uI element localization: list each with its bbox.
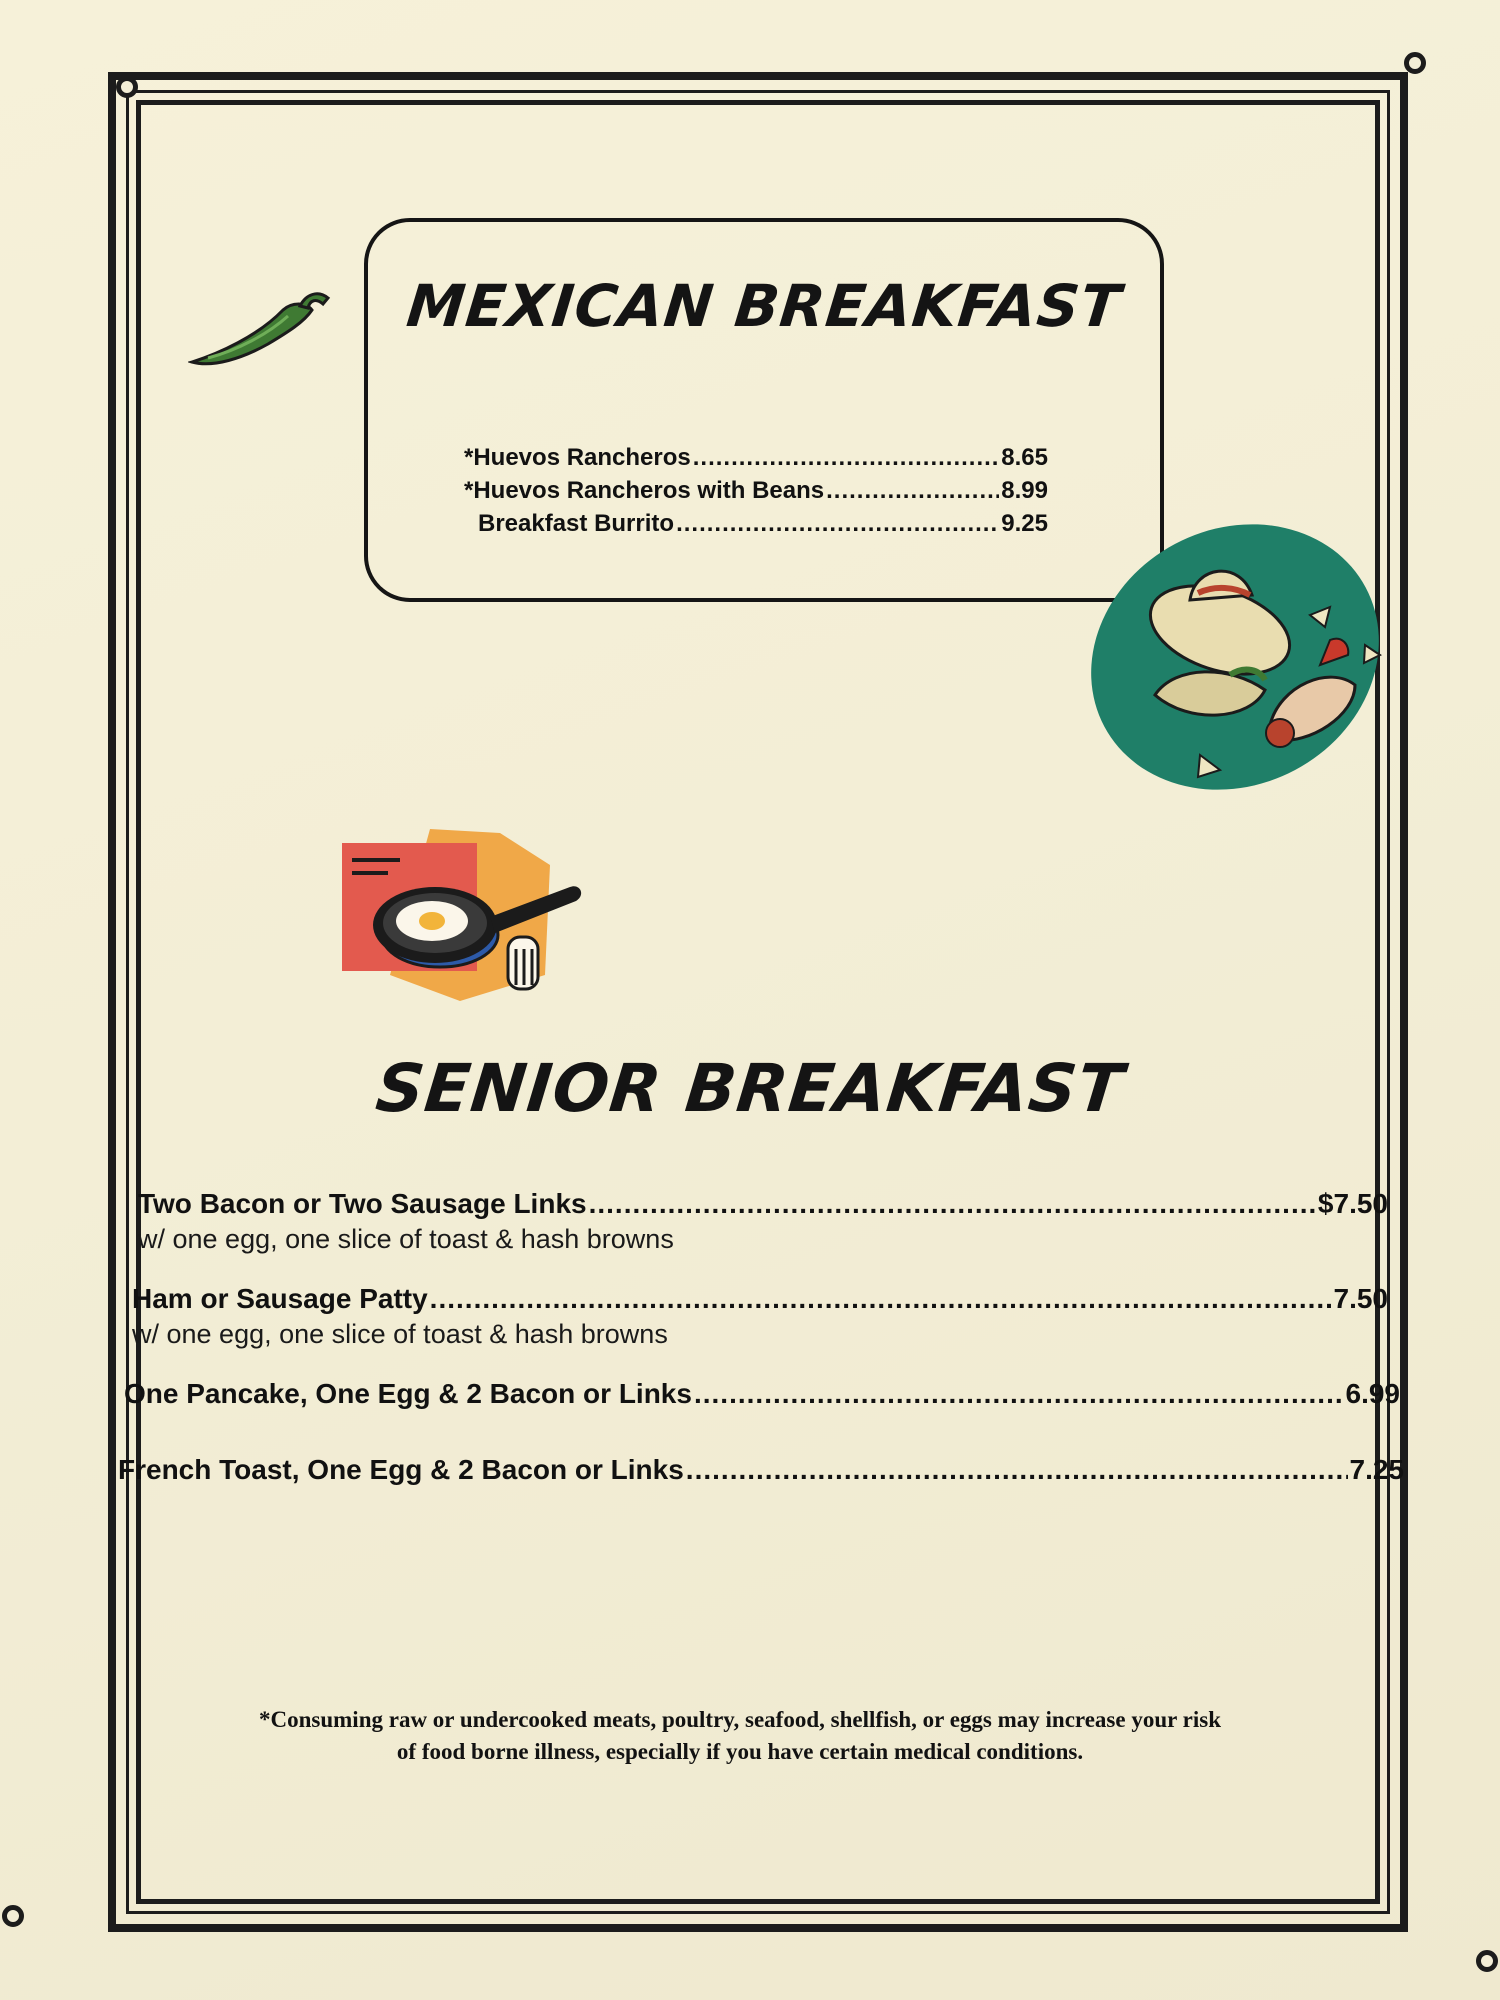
corner-rivet: [1404, 52, 1426, 74]
dot-leader: [694, 1378, 1344, 1410]
mexican-breakfast-box: [364, 218, 1164, 602]
item-price: 9.25: [1001, 510, 1048, 537]
item-name: *Huevos Rancheros with Beans: [464, 477, 825, 504]
dot-leader: [430, 1283, 1332, 1315]
item-price: 8.65: [1001, 444, 1048, 471]
item-description: w/ one egg, one slice of toast & hash browns: [138, 1224, 674, 1254]
food-safety-notice: [180, 1704, 1300, 1768]
dot-leader: [693, 444, 1000, 472]
corner-rivet: [116, 76, 138, 98]
menu-item: [118, 1454, 1404, 1486]
dot-leader: [589, 1188, 1316, 1220]
item-price: 8.99: [1001, 477, 1048, 504]
notice-line-1: *Consuming raw or undercooked meats, poultry, seafood, shellfish, or eggs may increase your risk: [259, 1707, 1221, 1732]
item-name: *Huevos Rancheros: [464, 444, 691, 471]
sombrero-food-illustration: [1080, 515, 1390, 800]
frying-pan-egg-illustration: [340, 825, 590, 1005]
mexican-breakfast-title: MEXICAN BREAKFAST: [403, 272, 1125, 340]
menu-item: [132, 1283, 1388, 1350]
dot-leader: [676, 510, 999, 538]
menu-item: [464, 444, 1048, 477]
menu-item: [464, 477, 1048, 510]
chili-pepper-icon: [188, 284, 333, 374]
item-name: Two Bacon or Two Sausage Links: [138, 1188, 587, 1219]
corner-rivet: [1476, 1950, 1498, 1972]
mexican-items-list: [464, 444, 1048, 543]
senior-items-list: [118, 1188, 1404, 1514]
item-name: Breakfast Burrito: [478, 510, 675, 537]
item-price: 7.50: [1333, 1283, 1388, 1314]
item-price: 7.25: [1349, 1454, 1404, 1485]
menu-item: [138, 1188, 1388, 1255]
dot-leader: [686, 1454, 1348, 1486]
menu-item: [464, 510, 1048, 543]
item-name: Ham or Sausage Patty: [132, 1283, 428, 1314]
item-name: French Toast, One Egg & 2 Bacon or Links: [118, 1454, 684, 1485]
menu-item: [124, 1378, 1400, 1410]
dot-leader: [826, 477, 999, 505]
senior-breakfast-title: SENIOR BREAKFAST: [372, 1050, 1128, 1127]
item-description: w/ one egg, one slice of toast & hash browns: [132, 1319, 668, 1349]
item-name: One Pancake, One Egg & 2 Bacon or Links: [124, 1378, 692, 1409]
item-price: $7.50: [1317, 1188, 1388, 1219]
item-price: 6.99: [1345, 1378, 1400, 1409]
notice-line-2: of food borne illness, especially if you have certain medical conditions.: [396, 1739, 1084, 1764]
corner-rivet: [2, 1905, 24, 1927]
